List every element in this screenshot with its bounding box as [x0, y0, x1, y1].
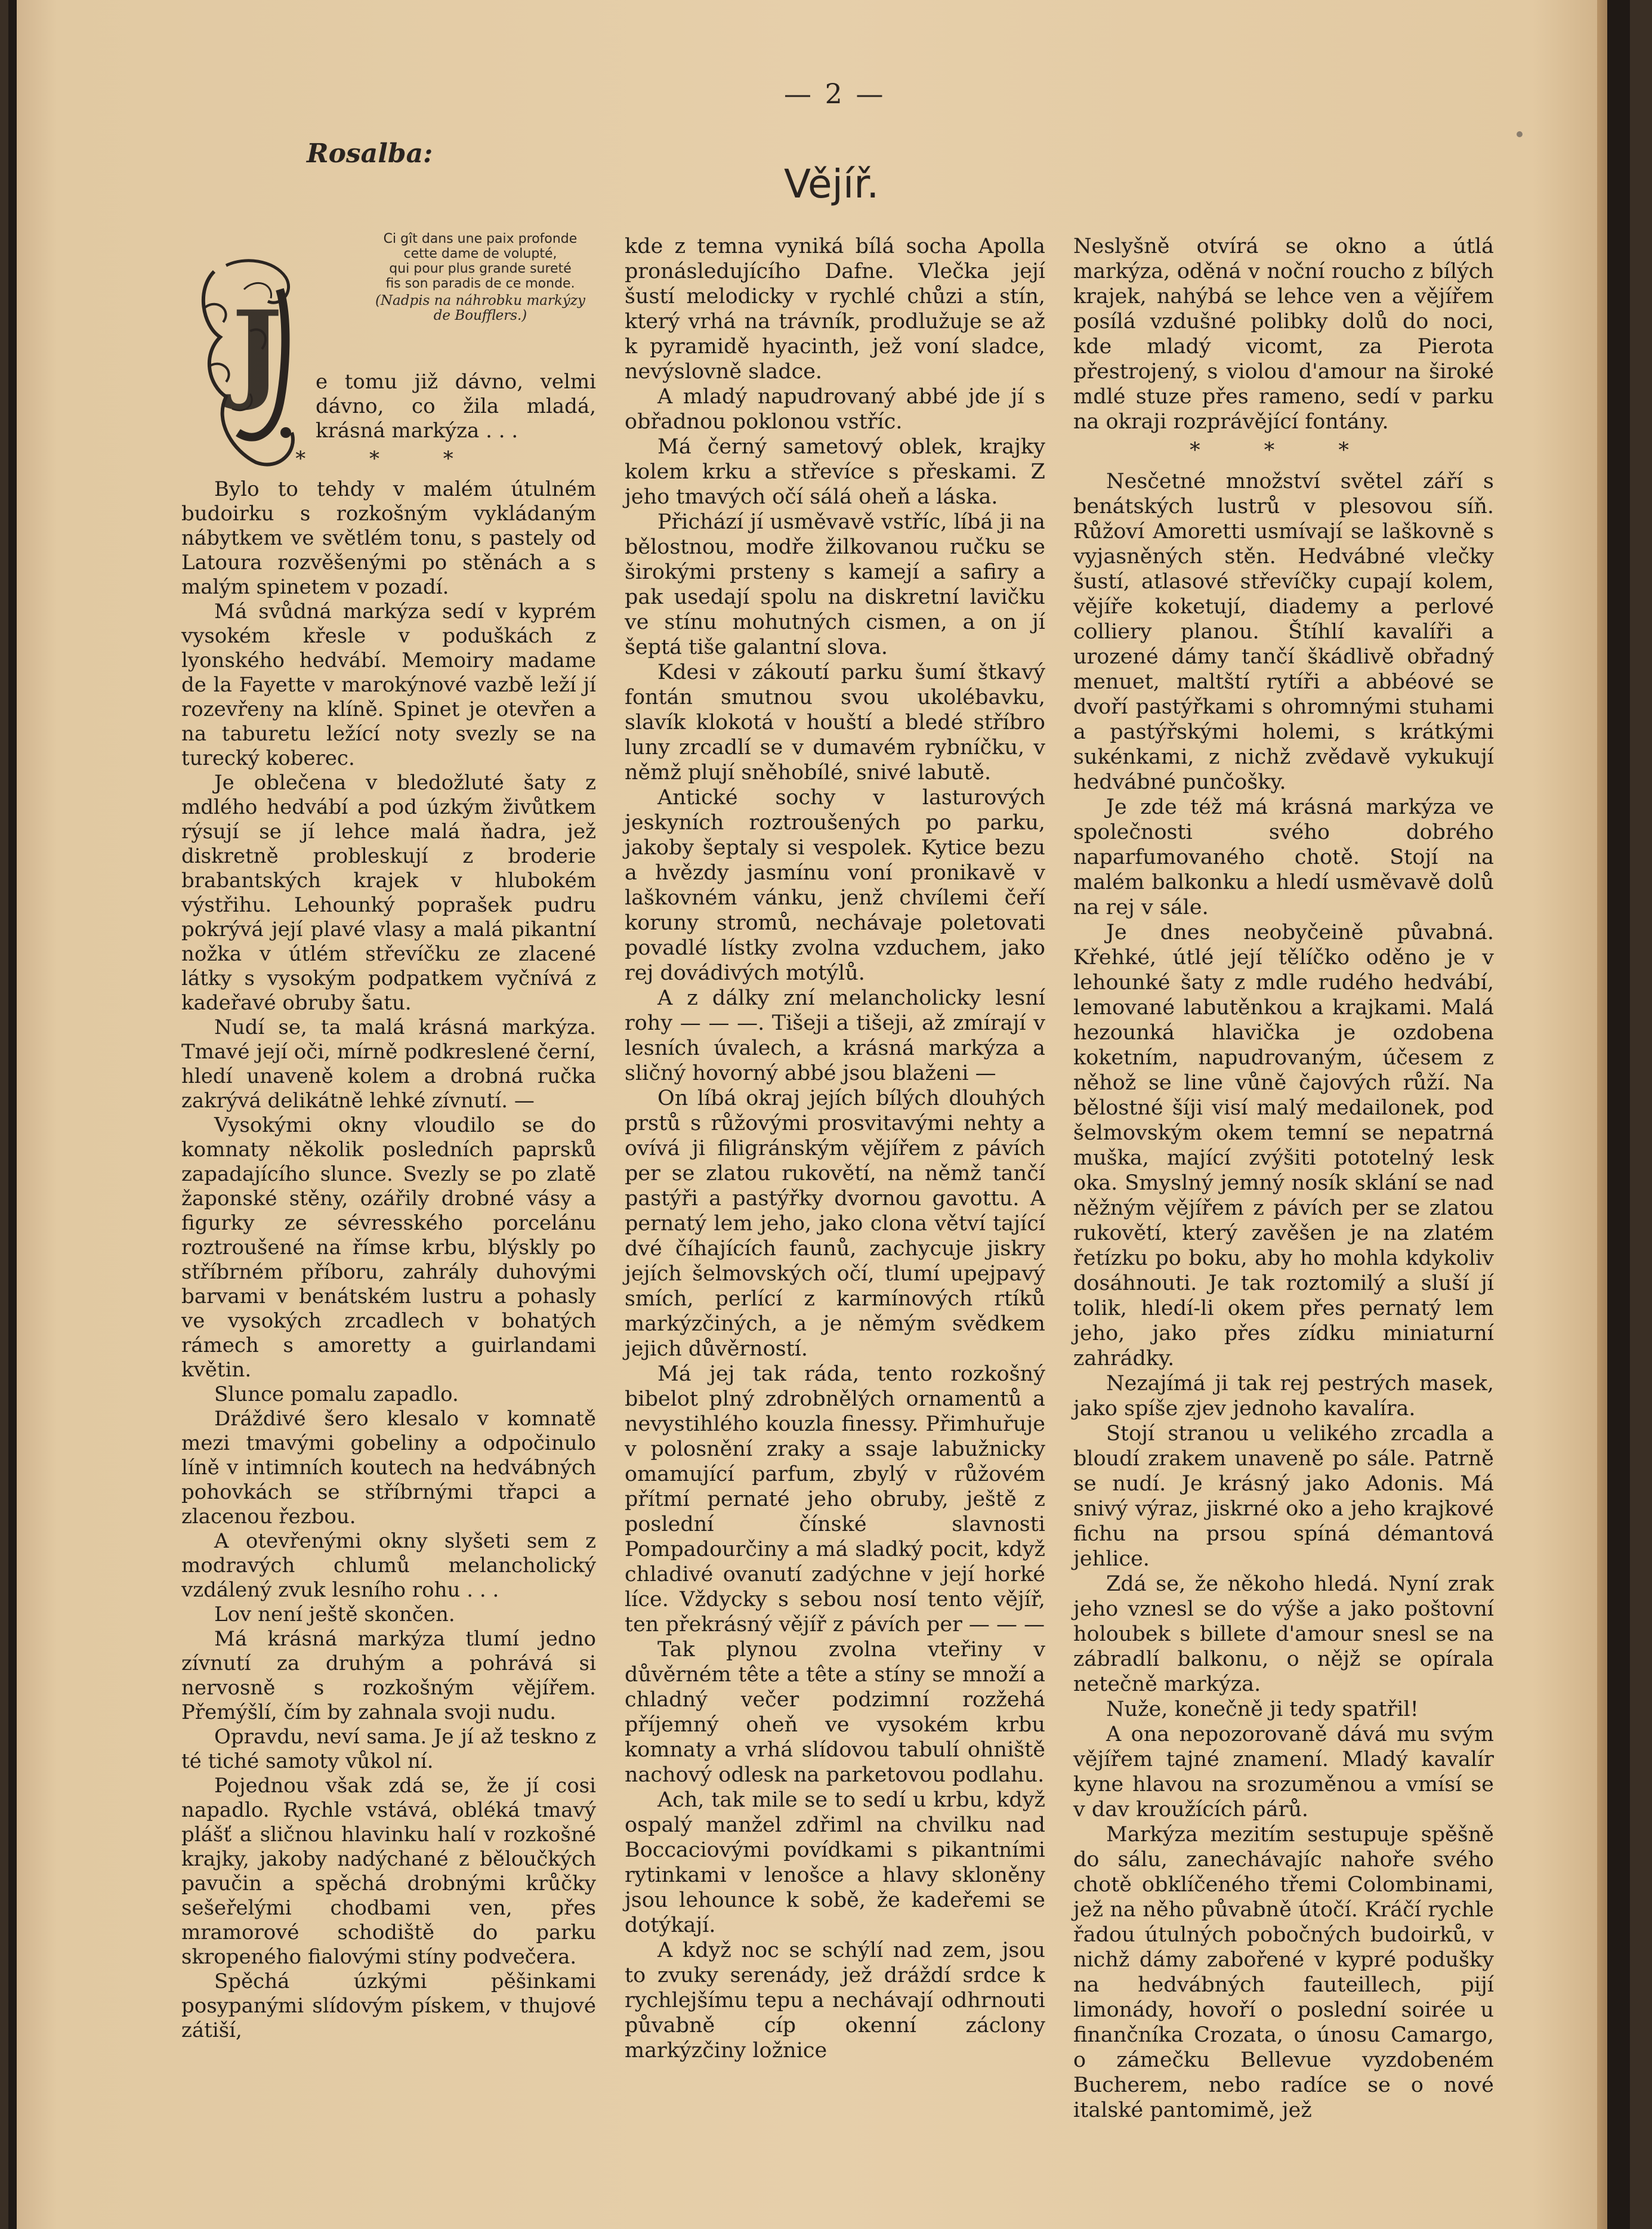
- paragraph: Kdesi v zákoutí parku šumí štkavý fontán smutnou svou ukolébavku, slavík klokotá v houští a bledé stříbro luny zrcadlí se v dumavém rybníčku, v němž plují sněhobílé, snivé labutě.: [625, 660, 1045, 785]
- epigraph-source-line: (Nadpis na náhrobku markýzy: [375, 293, 586, 308]
- section-divider: * * *: [295, 447, 482, 471]
- paragraph: Zdá se, že někoho hledá. Nyní zrak jeho vznesl se do výše a jako poštovní holoubek s billete d'amour snesl se na zábradlí balkonu, o nějž se opírala netečně markýza.: [1073, 1572, 1494, 1696]
- epigraph-source: [364, 294, 597, 323]
- paragraph: Ach, tak mile se to sedí u krbu, když ospalý manžel zdřiml na chvilku nad Boccaciovými povídkami s pikantními rytinkami v lenošce a hlavy skloněny jsou lehounce k sobě, že kadeřemi se dotýkají.: [625, 1788, 1045, 1937]
- paragraph: Dráždivé šero klesalo v komnatě mezi tmavými gobeliny a odpočinulo líně v intimních koutech na hedvábných pohovkách se stříbrnými třapci a zlacenou řezbou.: [181, 1407, 596, 1529]
- paragraph: Je oblečena v bledožluté šaty z mdlého hedvábí a pod úzkým živůtkem rýsují se jí lehce malá ňadra, jež diskretně probleskují z broderie brabantských krajek v hlubokém výstřihu. Lehounký poprašek pudru pokrývá její plavé vlasy a malá pikantní nožka v útlém střevíčku ze zlacené látky s vysokým podpatkem vyčnívá z kadeřavé obruby šatu.: [181, 771, 596, 1015]
- paragraph: Stojí stranou u velikého zrcadla a bloudí zrakem unaveně po sále. Patrně se nudí. Je krásný jako Adonis. Má snivý výraz, jiskrné oko a jeho krajkové fichu na prsou spíná démantová jehlice.: [1073, 1422, 1494, 1571]
- epigraph-source-line: de Boufflers.): [433, 308, 527, 323]
- column-3: [1073, 234, 1494, 2123]
- paragraph: Má krásná markýza tlumí jedno zívnutí za druhým a pohrává si nervosně s rozkošným vějířem. Přemýšlí, čím by zahnala svoji nudu.: [181, 1627, 596, 1724]
- paragraph: A otevřenými okny slyšeti sem z modravých chlumů melancholický vzdálený zvuk lesního rohu . . .: [181, 1529, 596, 1602]
- initial-letter-text: J: [231, 288, 283, 413]
- page-number: — 2 —: [784, 78, 886, 110]
- left-scan-edge: [8, 0, 17, 2229]
- paragraph: A z dálky zní melancholicky lesní rohy — — —. Tišeji a tišeji, až zmírají v lesních úvalech, a krásná markýza a sličný hovorný abbé jsou blaženi —: [625, 986, 1045, 1085]
- paragraph: A když noc se schýlí nad zem, jsou to zvuky serenády, jež dráždí srdce k rychlejšímu tepu a nechávají odhrnouti půvabně cíp okenní záclony markýzčiny ložnice: [625, 1938, 1045, 2063]
- paragraph: e tomu již dávno, velmi dávno, co žila mladá, krásná markýza . . .: [316, 370, 596, 443]
- paragraph: Má jej tak ráda, tento rozkošný bibelot plný zdrobnělých ornamentů a nevystihlého kouzla finessy. Přimhuřuje v polosnění zraky a ssaje labužnicky omamující parfum, zbylý v růžovém přítmí pernaté jeho obruby, ještě z poslední čínské slavnosti Pompadourčiny a má sladký pocit, když chladivé ovanutí zadýchne v její horké líce. Vždycky s sebou nosí tento vějíř, ten překrásný vějíř z pávích per — — —: [625, 1362, 1045, 1637]
- paragraph: Nuže, konečně ji tedy spatřil!: [1106, 1697, 1419, 1721]
- article-title: Vějíř.: [784, 161, 879, 207]
- paragraph: On líbá okraj jejích bílých dlouhých prstů s růžovými prosvitavými nehty a ovívá ji filigránským vějířem z pávích per se zlatou rukovětí, na němž tančí pastýři a pastýřky dvornou gavottu. A pernatý lem jeho, jako clona větví tající dvé číhajících faunů, zachycuje jiskry jejích šelmovských očí, tlumí upejpavý smích, perlící z karmínových rtíků markýzčiných, a je němým svědkem jejich důvěrností.: [625, 1086, 1045, 1361]
- page: [8, 0, 1630, 2229]
- epigraph: [364, 231, 597, 323]
- epigraph-line: Ci gît dans une paix profonde: [383, 231, 578, 246]
- paragraph: Vysokými okny vloudilo se do komnaty několik posledních paprsků zapadajícího slunce. Svezly se po zlatě žaponské stěny, ozářily drobné vásy a figurky ze sévresského porcelánu roztroušené na římse krbu, blýskly po stříbrném příboru, zahrály duhovými barvami v benátském lustru a pohasly ve vysokých zrcadlech v bohatých rámech s amoretty a guirlandami květin.: [181, 1113, 596, 1382]
- paragraph: Nezajímá ji tak rej pestrých masek, jako spíše zjev jednoho kavalíra.: [1073, 1372, 1494, 1421]
- epigraph-line: cette dame de volupté,: [403, 246, 557, 261]
- paragraph: kde z temna vyniká bílá socha Apolla pronásledujícího Dafne. Vlečka její šustí melodicky v rychlé chůzi a stín, který vrhá na trávník, prodlužuje se až k pyramidě hyacinth, jež voní sladce, nevýslovně sladce.: [625, 234, 1045, 384]
- paragraph: Pojednou však zdá se, že jí cosi napadlo. Rychle vstává, obléká tmavý plášť a sličnou hlavinku halí v rozkošné krajky, jakoby nadýchané z běloučkých pavučin a spěchá drobnými krůčky sešeřelými chodbami ven, přes mramorové schodiště do parku skropeného fialovými stíny podvečera.: [181, 1774, 596, 1969]
- paragraph: Nesčetné množství světel září s benátských lustrů v plesovou síň. Růžoví Amoretti usmívají se laškovně s vyjasněných stěn. Hedvábné vlečky šustí, atlasové střevíčky cupají kolem, vějíře koketují, diademy a perlové colliery planou. Štíhlí kavalíři a urozené dámy tančí škádlivě obřadný menuet, maltští rytíři a abbéové se dvoří pastýřkami s ohromnými stuhami a pastýřskými holemi, s krátkými sukénkami, z nichž zvědavě vykukují hedvábné punčošky.: [1073, 470, 1494, 794]
- paragraph: Spěchá úzkými pěšinkami posypanými slídovým pískem, v thujové zátiší,: [181, 1969, 596, 2042]
- paragraph: Bylo to tehdy v malém útulném budoirku s rozkošným vykládaným nábytkem ve světlém tonu, s pastely od Latoura rozvěšenými po stěnách a s malým spinetem v pozadí.: [181, 477, 596, 599]
- author-name: Rosalba:: [307, 138, 433, 169]
- paragraph: A mladý napudrovaný abbé jde jí s obřadnou poklonou vstříc.: [625, 385, 1045, 434]
- paragraph: Má svůdná markýza sedí v kyprém vysokém křesle v poduškách z lyonského hedvábí. Memoiry madame de la Fayette v marokýnové vazbě leží jí rozevřeny na klíně. Spinet je otevřen a na taburetu ležící noty svezly se na turecký koberec.: [181, 600, 596, 770]
- paragraph: Přichází jí usměvavě vstříc, líbá ji na bělostnou, modře žilkovanou ručku se širokými prsteny s kamejí a safiry a pak usedají spolu na diskretní lavičku ve stínu mohutných cismen, a on jí šeptá tiše galantní slova.: [625, 510, 1046, 659]
- paper-speck: [1517, 131, 1523, 137]
- column-2: [625, 234, 1045, 2063]
- paragraph: Má černý sametový oblek, krajky kolem krku a střevíce s přeskami. Z jeho tmavých očí sálá oheň a láska.: [625, 435, 1045, 509]
- paragraph: Opravdu, neví sama. Je jí až teskno z té tiché samoty vůkol ní.: [181, 1725, 596, 1773]
- right-scan-edge: [1607, 0, 1630, 2229]
- paragraph: Markýza mezitím sestupuje spěšně do sálu, zanechávajíc nahoře svého chotě obklíčeného třemi Colombinami, jež na něho půvabně útočí. Kráčí rychle řadou útulných pobočných budoirků, v nichž dámy zabořené v kypré podušky na hedvábných fauteillech, pijí limonády, hovoří o poslední soirée u finančníka Crozata, o únosu Camargo, o zámečku Bellevue vyzdobeném Bucherem, nebo radíce se o nové italské pantomimě, jež: [1073, 1823, 1494, 2122]
- paragraph: Lov není ještě skončen.: [214, 1603, 455, 1626]
- epigraph-line: qui pour plus grande sureté: [389, 261, 572, 276]
- epigraph-line: fis son paradis de ce monde.: [385, 276, 575, 291]
- paragraph: Antické sochy v lasturových jeskyních roztroušených po parku, jakoby šeptaly si vespolek. Kytice bezu a hvězdy jasmínu voní pronikavě v laškovném vánku, jenž chvílemi čeří koruny stromů, nechávaje poletovati povadlé lístky zvolna vzduchem, jako rej dovádivých motýlů.: [625, 786, 1045, 985]
- paragraph: Tak plynou zvolna vteřiny v důvěrném tête a tête a stíny se množí a chladný večer podzimní rozžehá příjemný oheň ve vysokém krbu komnaty a vrhá slídovou tabulí ohniště nachový odlesk na parketovou podlahu.: [625, 1638, 1045, 1787]
- paragraph: Je zde též má krásná markýza ve společnosti svého dobrého naparfumovaného chotě. Stojí na malém balkonku a hledí usměvavě dolů na rej v sále.: [1073, 795, 1494, 919]
- paragraph: Slunce pomalu zapadlo.: [214, 1382, 459, 1406]
- paragraph: Nudí se, ta malá krásná markýza. Tmavé její oči, mírně podkreslené černí, hledí unaveně kolem a drobná ručka zakrývá delikátně lehké zívnutí. —: [181, 1015, 596, 1113]
- paragraph: Neslyšně otvírá se okno a útlá markýza, oděná v noční roucho z bílých krajek, nahýbá se lehce ven a vějířem posílá vzdušné polibky dolů do noci, kde mladý vicomt, za Pierota přestrojený, s violou d'amour na široké mdlé stuze přes rameno, sedí v parku na okraji rozprávějící fontány.: [1073, 234, 1494, 434]
- paragraph: A ona nepozorovaně dává mu svým vějířem tajné znamení. Mladý kavalír kyne hlavou na srozuměnou a vmísí se v dav kroužících párů.: [1073, 1722, 1494, 1822]
- paragraph: Je dnes neobyčeině půvabná. Křehké, útlé její tělíčko oděno je v lehounké šaty z mdle rudého hedvábí, lemované labutěnkou a krajkami. Malá hezounká hlavička je ozdobena koketním, napudrovaným, účesem z něhož se line vůně čajových růží. Na bělostné šíji visí malý medailonek, pod šelmovským okem temní se nepatrná muška, mající zvýšiti pototelný lesk oka. Smyslný jemný nosík sklání se nad něžným vějířem z pávích per se zlatou rukovětí, který zavěšen je na zlatém řetízku po boku, aby ho mohla kdykoliv dosáhnouti. Je tak roztomilý a sluší jí tolik, hledí-li okem přes pernatý lem jeho, jako přes zídku miniaturní zahrádky.: [1073, 921, 1494, 1370]
- column-1: [181, 370, 596, 2043]
- section-divider: * * *: [1190, 439, 1378, 462]
